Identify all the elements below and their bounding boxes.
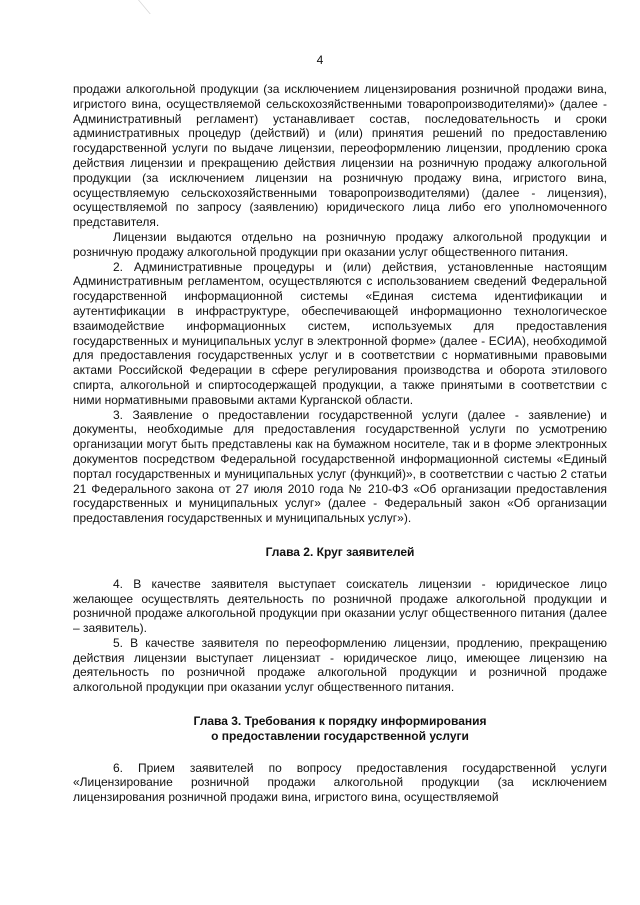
chapter-3-heading-line-1: Глава 3. Требования к порядку информирования (193, 714, 487, 729)
paragraph-3-application: 3. Заявление о предоставлении государственной услуги (далее - заявление) и документы, необходимые для предоставления государственной услуги по усмотрению организации могут быть представлены как на бумажном носителе, так и в форме электронных документов посредством Федеральной государственной информационной системы «Единый портал государственных и муниципальных услуг (функций)», в соответствии с частью 2 статьи 21 Федерального закона от 27 июля 2010 года № 210-ФЗ «Об организации предоставления государственных и муниципальных услуг» (далее - Федеральный закон «Об организации предоставления государственных и муниципальных услуг»). (73, 407, 607, 526)
paragraph-regulation-scope: продажи алкогольной продукции (за исключением лицензирования розничной продажи вина, игристого вина, осуществляемой сельскохозяйственными товаропроизводителями)» (далее - Административный регламент) устанавливает состав, последовательность и сроки административных процедур (действий) и (или) принятия решений по предоставлению государственной услуги по выдаче лицензии, переоформлению лицензии, продлению срока действия лицензии и прекращению действия лицензии на розничную продажу алкогольной продукции (за исключением лицензии на розничную продажу вина, игристого вина, осуществляемую сельскохозяйственными товаропроизводителями) (далее - лицензия), осуществляемой по запросу (заявлению) юридического лица либо его уполномоченного представителя. (73, 82, 607, 230)
paragraph-4-applicant: 4. В качестве заявителя выступает соискатель лицензии - юридическое лицо желающее осуществлять деятельность по розничной продаже алкогольной продукции и розничной продаже алкогольной продукции при оказании услуг общественного питания (далее – заявитель). (73, 576, 607, 636)
page-number: 4 (316, 53, 324, 67)
paragraph-licenses-separate: Лицензии выдаются отдельно на розничную продажу алкогольной продукции и розничную продажу алкогольной продукции при оказании услуг общественного питания. (73, 229, 607, 259)
spacer (73, 560, 607, 577)
spacer (73, 744, 607, 761)
document-body (73, 82, 607, 805)
spacer (73, 695, 607, 714)
spacer (73, 526, 607, 545)
paragraph-2-esia: 2. Административные процедуры и (или) действия, установленные настоящим Административным регламентом, осуществляются с использованием сведений Федеральной государственной информационной системы «Единая система идентификации и аутентификации в инфраструктуре, обеспечивающей информационно технологическое взаимодействие информационных систем, используемых для предоставления государственных и муниципальных услуг в электронной форме» (далее - ЕСИА), необходимой для предоставления государственных услуг и в соответствии с нормативными правовыми актами Российской Федерации в сфере регулирования производства и оборота этилового спирта, алкогольной и спиртосодержащей продукции, а также принятыми в соответствии с ними нормативными правовыми актами Курганской области. (73, 259, 607, 407)
paragraph-6-reception: 6. Прием заявителей по вопросу предоставления государственной услуги «Лицензирование розничной продажи алкогольной продукции (за исключением лицензирования розничной продажи вина, игристого вина, осуществляемой (73, 760, 607, 805)
chapter-3-heading-line-2: о предоставлении государственной услуги (211, 728, 469, 743)
paragraph-5-licensee: 5. В качестве заявителя по переоформлению лицензии, продлению, прекращению действия лицензии выступает лицензиат - юридическое лицо, имеющее лицензию на деятельность по розничной продаже алкогольной продукции и розничной продаже алкогольной продукции при оказании услуг общественного питания. (73, 635, 607, 695)
chapter-2-heading: Глава 2. Круг заявителей (265, 544, 415, 559)
scan-artifact (112, 0, 151, 14)
